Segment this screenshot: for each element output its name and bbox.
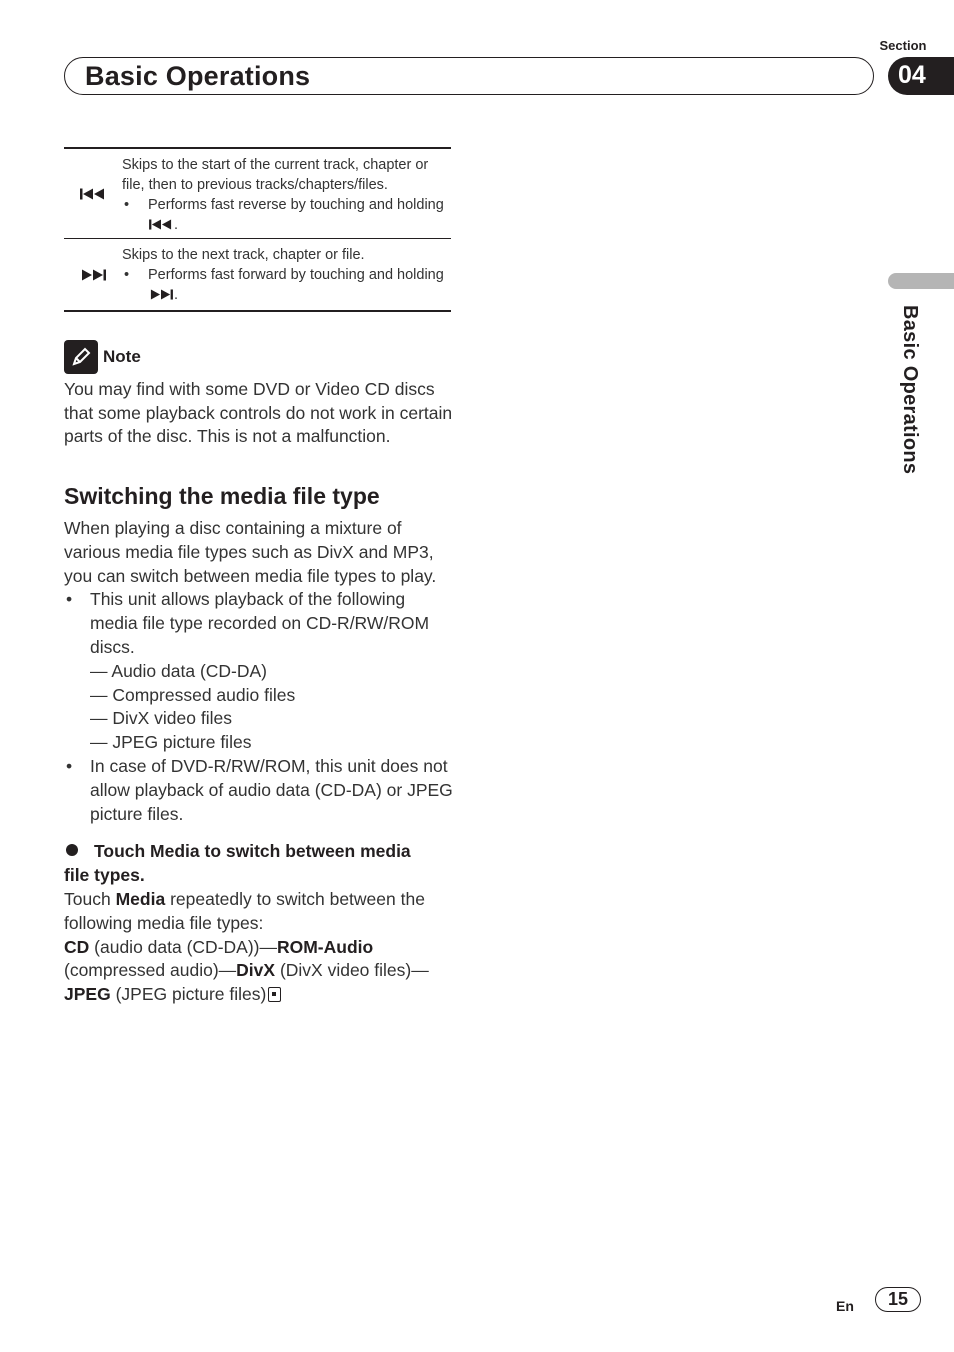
skip-next-icon bbox=[148, 289, 174, 300]
section-label: Section bbox=[879, 38, 927, 53]
list-item: — Audio data (CD-DA) bbox=[90, 660, 268, 681]
skip-next-icon bbox=[64, 239, 122, 310]
end-of-section-icon bbox=[268, 987, 281, 1002]
note-body: You may find with some DVD or Video CD discs that some playback controls do not work in certain parts of the disc. This is not a malfunction. bbox=[64, 379, 453, 447]
step-text: Touch Media to switch between media bbox=[94, 841, 411, 862]
mode-name: DivX bbox=[236, 960, 276, 981]
skip-previous-icon bbox=[64, 149, 122, 238]
mode-name: CD bbox=[64, 936, 90, 957]
page-number: 15 bbox=[875, 1287, 921, 1312]
controls-table bbox=[64, 147, 451, 312]
control-bullet-text: Performs fast reverse by touching and holding bbox=[148, 197, 444, 213]
bullet-text: In case of DVD-R/RW/ROM, this unit does not allow playback of audio data (CD-DA) or JPEG picture files. bbox=[90, 755, 453, 824]
mode-desc: (DivX video files)— bbox=[279, 960, 429, 981]
mode-desc: (JPEG picture files) bbox=[115, 984, 267, 1005]
mode-name: JPEG bbox=[64, 984, 111, 1005]
list-item: — Compressed audio files bbox=[90, 684, 296, 705]
step-body-text: repeatedly to switch between the following media file types: bbox=[64, 888, 425, 933]
bullet-icon: • bbox=[66, 589, 73, 610]
table-row bbox=[64, 239, 451, 312]
note-title: Note bbox=[103, 347, 141, 366]
skip-previous-icon bbox=[148, 219, 174, 230]
media-key-label: Media bbox=[115, 888, 166, 909]
intro-paragraph: When playing a disc containing a mixture of various media file types such as DivX and MP3, you can switch between media file types to play. bbox=[64, 518, 437, 586]
page-title: Basic Operations bbox=[85, 61, 311, 91]
page-header bbox=[64, 57, 874, 95]
bullet-icon: • bbox=[66, 755, 73, 776]
mode-desc: (audio data (CD-DA))— bbox=[94, 936, 277, 957]
section-body bbox=[64, 517, 456, 1007]
step-instruction bbox=[64, 840, 456, 888]
mode-desc: (compressed audio)— bbox=[64, 960, 237, 981]
punctuation: . bbox=[174, 287, 179, 303]
section-heading: Switching the media file type bbox=[64, 483, 380, 509]
note-box bbox=[64, 340, 454, 449]
step-body bbox=[64, 888, 456, 1007]
step-bullet-icon bbox=[66, 844, 78, 856]
step-body-text: Touch bbox=[64, 888, 111, 909]
side-section-label: Basic Operations bbox=[899, 305, 921, 475]
bullet-icon: • bbox=[124, 267, 130, 283]
control-description: Skips to the next track, chapter or file. bbox=[122, 247, 365, 263]
section-number: 04 bbox=[888, 57, 954, 95]
list-item: — DivX video files bbox=[90, 708, 232, 729]
note-pencil-icon bbox=[64, 340, 98, 374]
language-label: En bbox=[836, 1298, 854, 1314]
bullet-text: This unit allows playback of the following media file type recorded on CD-R/RW/ROM discs. bbox=[90, 589, 430, 657]
table-row bbox=[64, 147, 451, 239]
side-tab-marker bbox=[888, 273, 954, 289]
list-item: — JPEG picture files bbox=[90, 732, 252, 753]
step-text-cont: file types. bbox=[64, 865, 145, 886]
mode-name: ROM-Audio bbox=[276, 936, 374, 957]
control-bullet-text: Performs fast forward by touching and holding bbox=[148, 267, 444, 283]
sub-list bbox=[64, 660, 456, 755]
bullet-icon: • bbox=[124, 197, 130, 213]
punctuation: . bbox=[174, 217, 179, 233]
control-description: Skips to the start of the current track, chapter or file, then to previous tracks/chapters/files. bbox=[122, 157, 429, 193]
